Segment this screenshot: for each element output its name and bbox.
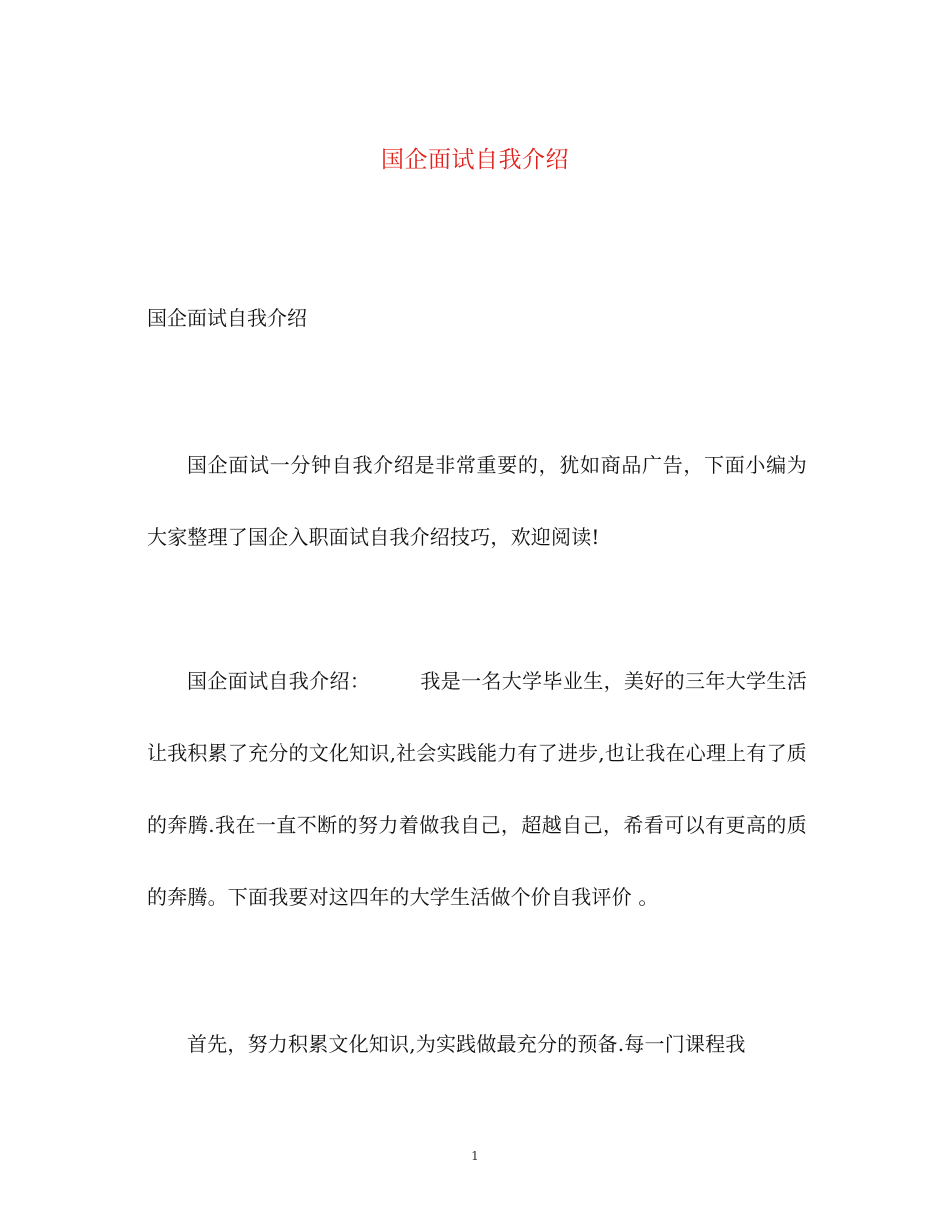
paragraph-intro: 国企面试一分钟自我介绍是非常重要的，犹如商品广告，下面小编为大家整理了国企入职面试自我介绍技巧，欢迎阅读! — [147, 453, 807, 549]
section-heading: 国企面试自我介绍 — [147, 306, 307, 330]
self-introduction-body: 我是一名大学毕业生，美好的三年大学生活让我积累了充分的文化知识,社会实践能力有了进步,也让我在心理上有了质的奔腾.我在一直不断的努力着做我自己，超越自己，希看可以有更高的质的奔腾。下面我要对这四年的大学生活做个价自我评价 。 — [147, 669, 807, 909]
paragraph-self-introduction — [147, 645, 807, 933]
paragraph-first-point: 首先，努力积累文化知识,为实践做最充分的预备.每一门课程我 — [187, 1032, 746, 1056]
page-number: 1 — [471, 1149, 479, 1163]
self-introduction-lead: 国企面试自我介绍： — [187, 669, 371, 693]
document-title: 国企面试自我介绍 — [381, 147, 569, 173]
